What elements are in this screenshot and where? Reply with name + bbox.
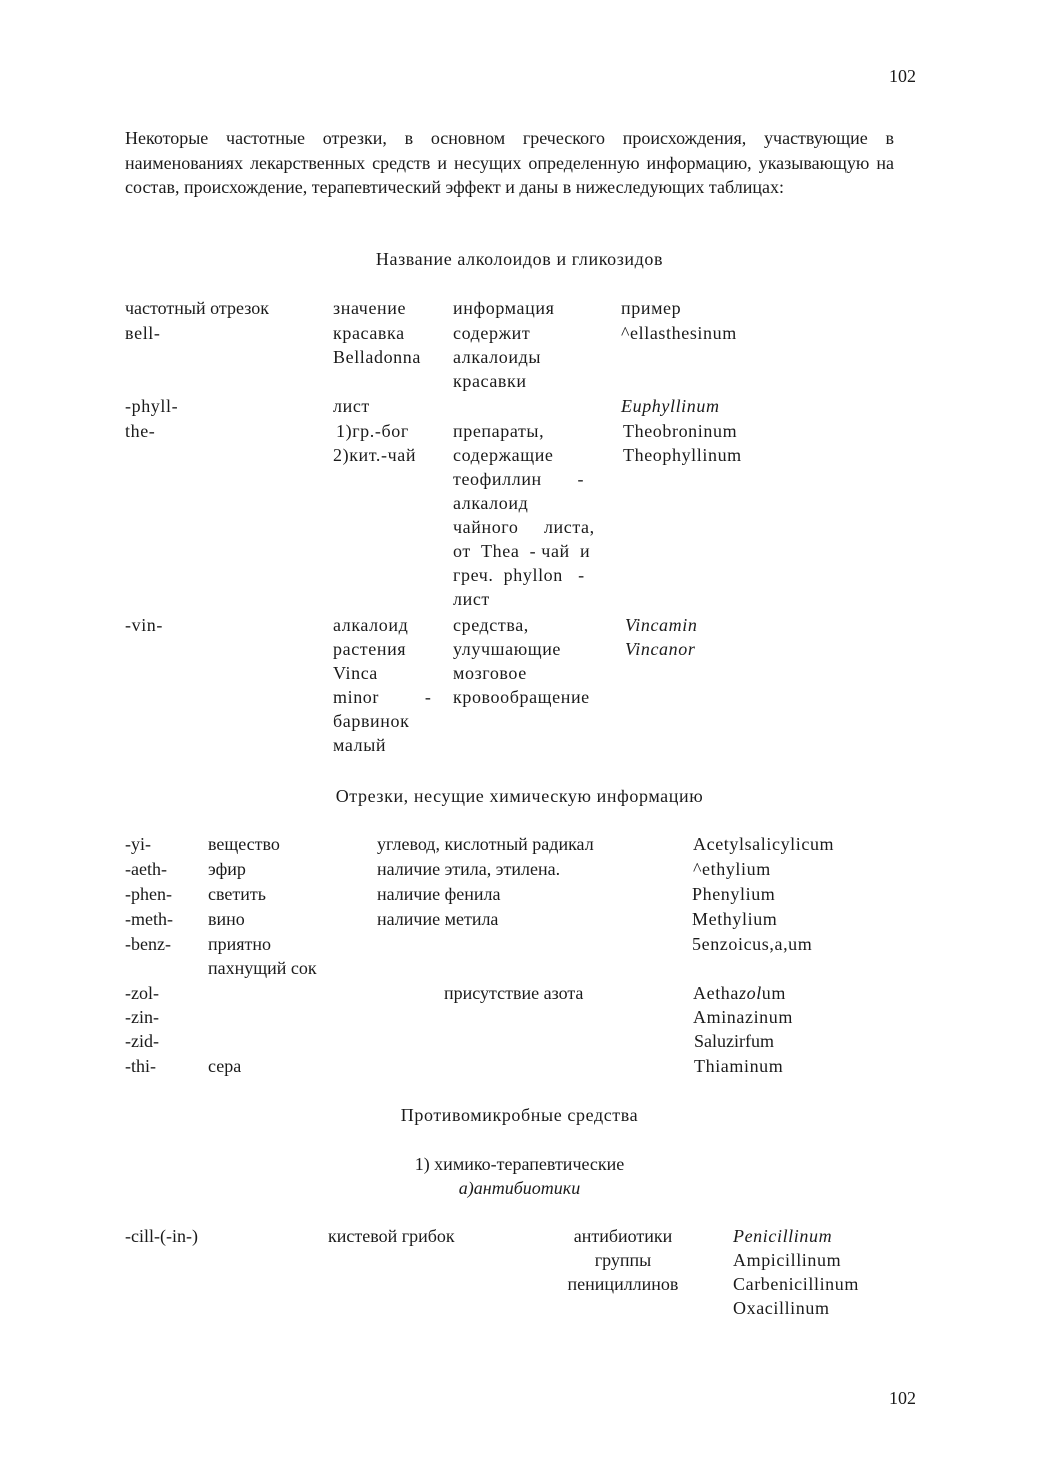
- table1-example-line: Vincanor: [625, 639, 696, 659]
- table1-segment: the-: [125, 421, 156, 441]
- table1-info-line: мозговое: [453, 663, 527, 683]
- table1-meaning-line: Belladonna: [333, 347, 421, 367]
- table1-meaning: лист: [333, 396, 370, 416]
- table2-example: [693, 981, 786, 1005]
- table1-meaning-line: алкалоид: [333, 615, 409, 635]
- table2-example: Saluzirfum: [694, 1031, 774, 1051]
- table2-row: [0, 1005, 1039, 1029]
- table2-example: 5enzoicus,a,um: [692, 934, 813, 954]
- table1-example-line: Theophyllinum: [623, 445, 742, 465]
- table2-row: [0, 981, 1039, 1005]
- table2-meaning: вещество: [208, 834, 280, 854]
- section3-subtitle: 1) химико-терапевтические: [414, 1154, 625, 1174]
- table2-info: наличие этила, этилена.: [377, 859, 561, 879]
- section3-example-line: Penicillinum: [733, 1226, 833, 1246]
- table2-row: [0, 882, 1039, 906]
- table2-meaning: приятно: [208, 934, 272, 954]
- table2-info: наличие фенила: [377, 884, 501, 904]
- section3-info: [540, 1224, 706, 1296]
- table1-header-info: информация: [453, 298, 555, 318]
- table2-segment: -phen-: [125, 884, 172, 904]
- table1-info-line: улучшающие: [453, 639, 562, 659]
- table1-meaning-line: растения: [333, 639, 407, 659]
- table2-example-part: zol: [738, 983, 762, 1003]
- table2-row: [0, 907, 1039, 931]
- table2-meaning: светить: [208, 884, 266, 904]
- table2-meaning: сера: [208, 1056, 242, 1076]
- table2-row: [0, 1054, 1039, 1078]
- table2-example: Acetylsalicylicum: [693, 834, 835, 854]
- table2-info: углевод, кислотный радикал: [377, 834, 594, 854]
- table2-meaning: эфир: [208, 859, 246, 879]
- table1-header-segment: частотный отрезок: [125, 298, 269, 318]
- table1-info-line: содержащие: [453, 445, 554, 465]
- table1-info-line: от Thea - чай и: [453, 541, 591, 561]
- page-number-top: 102: [889, 66, 916, 86]
- table1-segment: -phyll-: [125, 396, 179, 416]
- table1-info-line: красавки: [453, 371, 527, 391]
- table1-info-line: алкалоид: [453, 493, 529, 513]
- table1-meaning-line: малый: [333, 735, 387, 755]
- table1-meaning-line: minor -: [333, 687, 432, 707]
- table2-segment: -benz-: [125, 934, 171, 954]
- table1-info-line: алкалоиды: [453, 347, 542, 367]
- table2-example-part: um: [761, 983, 786, 1003]
- table2-segment: -thi-: [125, 1056, 156, 1076]
- table2-row: [0, 1029, 1039, 1053]
- table2-example-part: Aetha: [693, 983, 739, 1003]
- section3-examples: [733, 1224, 859, 1320]
- table2-segment: -yi-: [125, 834, 151, 854]
- table1-info-line: теофиллин -: [453, 469, 585, 489]
- section3-example-line: Oxacillinum: [733, 1298, 830, 1318]
- table2-meaning: пахнущий сок: [208, 958, 317, 978]
- table1-segment: вell-: [125, 323, 161, 343]
- table2-segment: -zid-: [125, 1031, 159, 1051]
- table1-info-line: препараты,: [453, 421, 545, 441]
- table1-example: Euphyllinum: [621, 396, 720, 416]
- table2-row: [0, 932, 1039, 956]
- intro-paragraph: Некоторые частотные отрезки, в основном греческого происхождения, участвующие в наименованиях лекарственных средств и несущих определенную информацию, указывающую на состав, происхождение, терапевтический эффект и даны в нижеследующих таблицах:: [125, 128, 894, 197]
- table1-meaning: [333, 613, 443, 757]
- table2-segment: -aeth-: [125, 859, 167, 879]
- section3-title: Противомикробные средства: [400, 1105, 639, 1125]
- section3-segment: -cill-(-in-): [125, 1226, 198, 1246]
- table2-example: ^ethylium: [693, 859, 771, 879]
- table2-example: Aminazinum: [693, 1007, 793, 1027]
- table2-example: Thiaminum: [694, 1056, 784, 1076]
- table2-segment: -meth-: [125, 909, 173, 929]
- table1-info-line: содержит: [453, 323, 531, 343]
- table1-segment: -vin-: [125, 615, 163, 635]
- table2-meaning: вино: [208, 909, 245, 929]
- table1-meaning-line: 1)гр.-бог: [336, 421, 409, 441]
- table1-meaning-line: красавка: [333, 323, 405, 343]
- table1-info: [453, 613, 590, 709]
- table2-info: присутствие азота: [444, 983, 584, 1003]
- table2-title: Отрезки, несущие химическую информацию: [335, 786, 704, 806]
- table2-info: наличие метила: [377, 909, 499, 929]
- table1-info-line: чайного листа,: [453, 517, 595, 537]
- section3-subsubtitle: а)антибиотики: [458, 1178, 581, 1198]
- table1-example: [623, 419, 742, 467]
- page-number-bottom: 102: [889, 1388, 916, 1408]
- table1-example: ^ellasthesinum: [621, 323, 737, 343]
- section3-meaning: кистевой грибок: [328, 1226, 455, 1246]
- table1-info-line: средства,: [453, 615, 529, 635]
- table1-info: [453, 321, 541, 393]
- section3-info-line: группы: [594, 1250, 652, 1270]
- table2-row: [0, 857, 1039, 881]
- table2-row: [0, 956, 1039, 980]
- table1-meaning-line: Vinca: [333, 663, 378, 683]
- table1-info-line: лист: [453, 589, 490, 609]
- table1-meaning: [333, 419, 416, 467]
- table1-info-line: кровообращение: [453, 687, 590, 707]
- table2-segment: -zin-: [125, 1007, 159, 1027]
- table2-segment: -zol-: [125, 983, 159, 1003]
- section3-example-line: Carbenicillinum: [733, 1274, 859, 1294]
- table1-meaning-line: барвинок: [333, 711, 410, 731]
- section3-info-line: антибиотики: [573, 1226, 673, 1246]
- table1-meaning-line: 2)кит.-чай: [333, 445, 417, 465]
- table1-info-line: греч. phyllon -: [453, 565, 585, 585]
- table1-example: [625, 613, 697, 661]
- table1-example-line: Vincamin: [625, 615, 698, 635]
- table1-info: [453, 419, 603, 611]
- table1-title: Название алколоидов и гликозидов: [375, 249, 664, 269]
- table1-header-example: пример: [621, 298, 682, 318]
- section3-info-line: пенициллинов: [567, 1274, 679, 1294]
- section3-example-line: Ampicillinum: [733, 1250, 842, 1270]
- table1-meaning: [333, 321, 421, 369]
- table1-example-line: Theobroninum: [623, 421, 738, 441]
- table2-example: Methylium: [692, 909, 778, 929]
- table2-row: [0, 832, 1039, 856]
- table1-header-meaning: значение: [333, 298, 407, 318]
- table2-example: Phenylium: [692, 884, 776, 904]
